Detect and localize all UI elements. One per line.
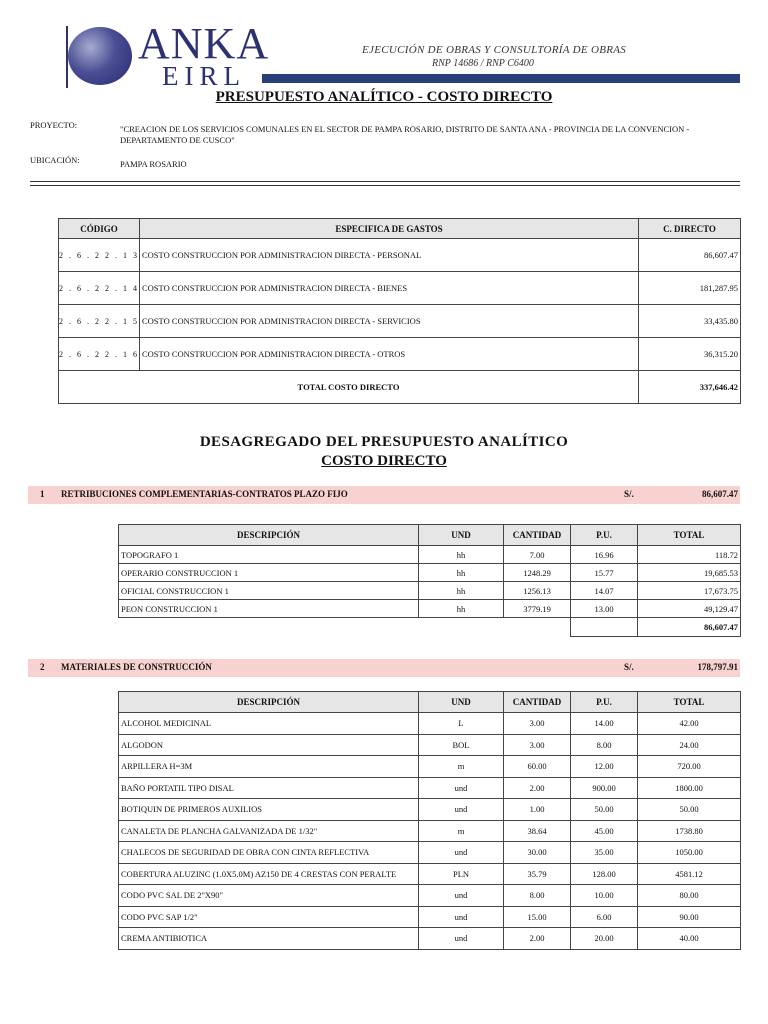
column-header: CÓDIGO [59,219,140,239]
table-row [119,600,741,618]
item-unit-price: 14.07 [571,582,638,600]
table-row [119,734,741,756]
total-row [59,371,741,404]
item-unit-price: 20.00 [571,928,638,950]
table-row [119,863,741,885]
section-amount: 86,607.47 [702,489,738,499]
item-description: COBERTURA ALUZINC (1.0X5.0M) AZ150 DE 4 CRESTAS CON PERALTE [119,863,419,885]
item-unit-price: 16.96 [571,546,638,564]
budget-amount: 86,607.47 [639,239,741,272]
location-value: PAMPA ROSARIO [120,159,187,169]
table-row [119,928,741,950]
budget-amount: 33,435.80 [639,305,741,338]
materials-table [118,691,741,950]
column-header: C. DIRECTO [639,219,741,239]
item-unit: hh [419,546,504,564]
item-total: 19,685.53 [638,564,741,582]
item-total: 1738.80 [638,820,741,842]
item-total: 1050.00 [638,842,741,864]
item-quantity: 3.00 [504,734,571,756]
item-quantity: 7.00 [504,546,571,564]
section-number: 2 [40,662,45,672]
currency-symbol: S/. [624,662,634,672]
item-total: 17,673.75 [638,582,741,600]
item-unit: und [419,799,504,821]
total-value: 337,646.42 [639,371,741,404]
item-unit-price: 14.00 [571,713,638,735]
item-total: 4581.12 [638,863,741,885]
item-unit: und [419,842,504,864]
item-total: 80.00 [638,885,741,907]
table-row [119,756,741,778]
item-description: CODO PVC SAP 1/2" [119,906,419,928]
item-description: TOPOGRAFO 1 [119,546,419,564]
table-row [119,820,741,842]
item-unit: m [419,756,504,778]
item-unit: und [419,906,504,928]
table-row [119,842,741,864]
item-unit-price: 900.00 [571,777,638,799]
item-quantity: 3779.19 [504,600,571,618]
item-description: ALGODON [119,734,419,756]
section-amount: 178,797.91 [697,662,738,672]
table-row [59,272,741,305]
item-unit: hh [419,600,504,618]
budget-code: 2 . 6 . 2 2 . 1 5 [59,305,140,338]
item-description: CREMA ANTIBIOTICA [119,928,419,950]
divider-line [30,181,740,182]
column-header: P.U. [571,692,638,713]
item-unit: und [419,885,504,907]
section-2-header [28,659,740,677]
item-description: BAÑO PORTATIL TIPO DISAL [119,777,419,799]
item-unit-price: 45.00 [571,820,638,842]
item-description: PEON CONSTRUCCION 1 [119,600,419,618]
budget-description: COSTO CONSTRUCCION POR ADMINISTRACION DIRECTA - SERVICIOS [140,305,639,338]
table-row [59,239,741,272]
item-description: OFICIAL CONSTRUCCION 1 [119,582,419,600]
table-row [119,906,741,928]
budget-description: COSTO CONSTRUCCION POR ADMINISTRACION DIRECTA - BIENES [140,272,639,305]
item-total: 24.00 [638,734,741,756]
item-unit: m [419,820,504,842]
item-total: 40.00 [638,928,741,950]
company-tagline: EJECUCIÓN DE OBRAS Y CONSULTORÍA DE OBRAS [362,44,627,56]
column-header: UND [419,525,504,546]
summary-table [58,218,741,404]
item-quantity: 3.00 [504,713,571,735]
section-1-header [28,486,740,504]
item-unit-price: 6.00 [571,906,638,928]
table-row [119,885,741,907]
table-row [119,564,741,582]
item-total: 42.00 [638,713,741,735]
item-unit-price: 35.00 [571,842,638,864]
item-quantity: 15.00 [504,906,571,928]
item-quantity: 1.00 [504,799,571,821]
budget-code: 2 . 6 . 2 2 . 1 3 [59,239,140,272]
column-header: CANTIDAD [504,692,571,713]
item-description: BOTIQUIN DE PRIMEROS AUXILIOS [119,799,419,821]
item-unit-price: 10.00 [571,885,638,907]
item-quantity: 35.79 [504,863,571,885]
item-quantity: 60.00 [504,756,571,778]
header-bar [262,74,740,83]
company-logo-name: ANKA [138,19,270,68]
item-unit-price: 15.77 [571,564,638,582]
project-value: "CREACION DE LOS SERVICIOS COMUNALES EN EL SECTOR DE PAMPA ROSARIO, DISTRITO DE SANTA ANA - PROVINCIA DE LA CONVENCION - DEPARTAMENTO DE CUSCO" [120,124,690,145]
column-header: CANTIDAD [504,525,571,546]
company-logo-suffix: EIRL [162,61,246,91]
budget-code: 2 . 6 . 2 2 . 1 6 [59,338,140,371]
divider-line [30,185,740,186]
column-header: UND [419,692,504,713]
item-quantity: 2.00 [504,777,571,799]
column-header: TOTAL [638,525,741,546]
table-row [119,546,741,564]
item-description: CANALETA DE PLANCHA GALVANIZADA DE 1/32" [119,820,419,842]
section-title: RETRIBUCIONES COMPLEMENTARIAS-CONTRATOS PLAZO FIJO [61,489,348,499]
project-label: PROYECTO: [30,120,78,130]
column-header: P.U. [571,525,638,546]
column-header: TOTAL [638,692,741,713]
location-label: UBICACIÓN: [30,155,80,165]
item-total: 90.00 [638,906,741,928]
table-row [119,777,741,799]
item-unit: und [419,928,504,950]
item-unit: L [419,713,504,735]
item-unit-price: 12.00 [571,756,638,778]
budget-amount: 181,287.95 [639,272,741,305]
subtotal-row [119,618,741,637]
item-unit-price: 8.00 [571,734,638,756]
budget-amount: 36,315.20 [639,338,741,371]
item-quantity: 8.00 [504,885,571,907]
page-title: PRESUPUESTO ANALÍTICO - COSTO DIRECTO [215,89,553,105]
budget-description: COSTO CONSTRUCCION POR ADMINISTRACION DIRECTA - OTROS [140,338,639,371]
labor-table [118,524,741,637]
item-quantity: 1248.29 [504,564,571,582]
item-description: OPERARIO CONSTRUCCION 1 [119,564,419,582]
item-unit: PLN [419,863,504,885]
item-unit: und [419,777,504,799]
item-unit: BOL [419,734,504,756]
total-label: TOTAL COSTO DIRECTO [59,371,639,404]
table-row [59,338,741,371]
company-logo-emblem [68,27,132,85]
table-row [59,305,741,338]
item-quantity: 38.64 [504,820,571,842]
item-total: 1800.00 [638,777,741,799]
item-unit-price: 128.00 [571,863,638,885]
item-description: CODO PVC SAL DE 2"X90" [119,885,419,907]
item-quantity: 1256.13 [504,582,571,600]
column-header: DESCRIPCIÓN [119,525,419,546]
table-row [119,799,741,821]
item-quantity: 2.00 [504,928,571,950]
section-subtotal: 86,607.47 [638,618,741,637]
section-title: MATERIALES DE CONSTRUCCIÓN [61,662,212,672]
breakdown-title: DESAGREGADO DEL PRESUPUESTO ANALÍTICO [199,434,569,450]
section-number: 1 [40,489,45,499]
table-row [119,713,741,735]
item-total: 50.00 [638,799,741,821]
budget-code: 2 . 6 . 2 2 . 1 4 [59,272,140,305]
budget-description: COSTO CONSTRUCCION POR ADMINISTRACION DIRECTA - PERSONAL [140,239,639,272]
item-total: 118.72 [638,546,741,564]
table-row [119,582,741,600]
item-quantity: 30.00 [504,842,571,864]
company-rnp: RNP 14686 / RNP C6400 [432,58,534,69]
item-unit-price: 50.00 [571,799,638,821]
column-header: ESPECIFICA DE GASTOS [140,219,639,239]
item-description: ALCOHOL MEDICINAL [119,713,419,735]
item-unit: hh [419,564,504,582]
column-header: DESCRIPCIÓN [119,692,419,713]
item-total: 49,129.47 [638,600,741,618]
breakdown-subtitle: COSTO DIRECTO [321,453,447,469]
item-total: 720.00 [638,756,741,778]
currency-symbol: S/. [624,489,634,499]
item-description: CHALECOS DE SEGURIDAD DE OBRA CON CINTA REFLECTIVA [119,842,419,864]
item-description: ARPILLERA H=3M [119,756,419,778]
item-unit: hh [419,582,504,600]
item-unit-price: 13.00 [571,600,638,618]
